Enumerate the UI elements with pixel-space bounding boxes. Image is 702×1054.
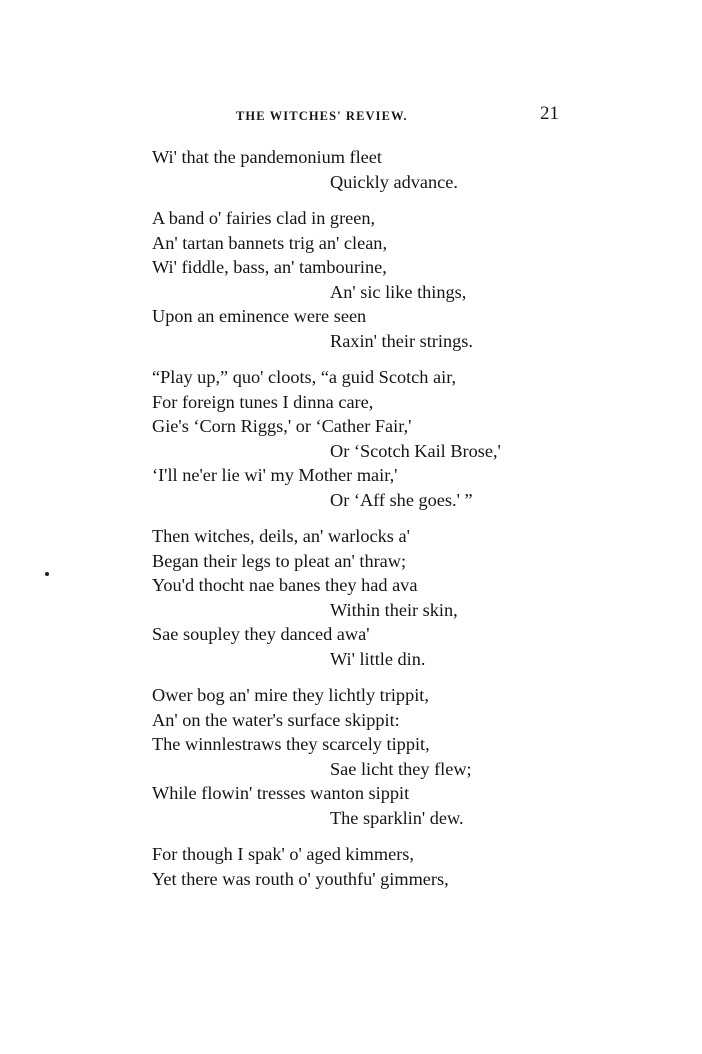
poem-line: Upon an eminence were seen	[152, 306, 367, 326]
poem-line: ‘I'll ne'er lie wi' my Mother mair,'	[152, 465, 398, 485]
poem-line-indented: Sae licht they flew;	[330, 758, 472, 779]
ink-speck	[45, 572, 49, 576]
poem-line: Yet there was routh o' youthfu' gimmers,	[152, 868, 449, 889]
stanza	[152, 683, 501, 830]
poem-line: While flowin' tresses wanton sippit	[152, 783, 410, 803]
poem-line: For foreign tunes I dinna care,	[152, 391, 374, 412]
poem-line: Wi' that the pandemonium fleet	[152, 147, 382, 167]
poem-line: Began their legs to pleat an' thraw;	[152, 550, 407, 571]
poem-line-indented: Quickly advance.	[330, 171, 458, 192]
poem-line: Ower bog an' mire they lichtly trippit,	[152, 685, 429, 705]
poem-line: Sae soupley they danced awa'	[152, 624, 370, 644]
poem-line: The winnlestraws they scarcely tippit,	[152, 734, 430, 754]
poem-line: An' on the water's surface skippit:	[152, 709, 400, 730]
poem-line-indented: Or ‘Aff she goes.' ”	[330, 489, 473, 510]
stanza	[152, 206, 501, 353]
running-title: THE WITCHES' REVIEW.	[236, 109, 408, 123]
stanza	[152, 842, 501, 891]
poem-line: “Play up,” quo' cloots, “a guid Scotch air,	[152, 367, 457, 387]
poem-line: An' tartan bannets trig an' clean,	[152, 232, 388, 253]
stanza	[152, 365, 501, 512]
stanza	[152, 145, 501, 194]
poem-line: A band o' fairies clad in green,	[152, 208, 376, 228]
page-number: 21	[540, 103, 559, 124]
poem-line-indented: The sparklin' dew.	[330, 807, 464, 828]
poem-line: Then witches, deils, an' warlocks a'	[152, 526, 410, 546]
poem-line-indented: Wi' little din.	[330, 648, 426, 669]
stanza	[152, 524, 501, 671]
poem-line: Gie's ‘Corn Riggs,' or ‘Cather Fair,'	[152, 416, 412, 436]
poem-line: You'd thocht nae banes they had ava	[152, 575, 418, 595]
poem-line-indented: An' sic like things,	[330, 281, 467, 302]
poem-body	[152, 145, 501, 903]
poem-line-indented: Raxin' their strings.	[330, 330, 473, 351]
poem-line-indented: Or ‘Scotch Kail Brose,'	[330, 440, 501, 461]
poem-line: For though I spak' o' aged kimmers,	[152, 844, 414, 864]
poem-line-indented: Within their skin,	[330, 599, 458, 620]
poem-line: Wi' fiddle, bass, an' tambourine,	[152, 257, 387, 277]
